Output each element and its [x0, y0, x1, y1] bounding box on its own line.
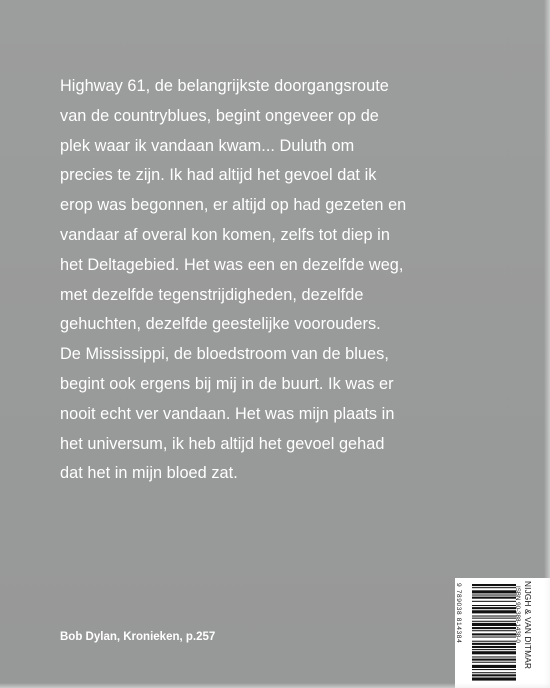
ean-digits: 9 789038 814384 — [455, 583, 462, 644]
page-edge-right — [544, 0, 550, 688]
barcode-bar — [472, 590, 516, 593]
barcode-bar — [472, 630, 516, 631]
quote-line: precies te zijn. Ik had altijd het gevoel dat ik — [60, 166, 377, 185]
barcode-bar — [472, 633, 516, 635]
barcode-bar — [472, 674, 516, 676]
quote-line: het Deltagebied. Het was een en dezelfde weg, — [60, 255, 404, 274]
barcode-bar — [472, 641, 516, 642]
quote-line: vandaar af overal kon komen, zelfs tot diep in — [60, 225, 390, 244]
barcode-bar — [472, 597, 516, 599]
barcode-bar — [472, 584, 516, 586]
barcode-bar — [472, 618, 516, 619]
page-edge-bottom — [0, 683, 550, 688]
barcode-bar — [472, 587, 516, 588]
barcode-bar — [472, 595, 516, 596]
quote-line: nooit echt ver vandaan. Het was mijn plaats in — [60, 404, 395, 423]
quote-line: met dezelfde tegenstrijdigheden, dezelfde — [60, 285, 364, 304]
quote-line: dat het in mijn bloed zat. — [60, 464, 238, 483]
barcode-bar — [472, 605, 516, 606]
quote-text — [60, 72, 510, 489]
barcode-bar — [472, 649, 516, 650]
barcode-bars — [455, 578, 550, 688]
quote-line: plek waar ik vandaan kwam... Duluth om — [60, 136, 355, 155]
barcode-bar — [472, 637, 516, 638]
isbn-number: ISBN 90-388-1438-0 — [514, 586, 521, 643]
quote-line: Highway 61, de belangrijkste doorgangsroute — [60, 77, 389, 95]
barcode-bar — [472, 646, 516, 648]
quote-line: De Mississippi, de bloedstroom van de blues, — [60, 345, 389, 364]
quote-attribution: Bob Dylan, Kronieken, p.257 — [60, 631, 216, 643]
isbn-barcode-label — [455, 578, 550, 688]
barcode-bar — [472, 607, 516, 609]
barcode-bar — [472, 610, 516, 613]
barcode-bar — [472, 665, 516, 668]
barcode-bar — [472, 656, 516, 657]
barcode-bar — [472, 623, 516, 626]
barcode-bar — [472, 677, 516, 680]
publisher-name: NIJGH & VAN DITMAR — [523, 581, 532, 670]
barcode-bar — [472, 669, 516, 670]
barcode-bar — [472, 651, 516, 654]
barcode-bar — [472, 643, 516, 645]
quote-line: gehuchten, dezelfde geestelijke voorouders. — [60, 315, 381, 334]
barcode-bar — [472, 672, 516, 673]
barcode-bar — [472, 601, 516, 602]
barcode-bar — [472, 621, 516, 622]
barcode-bar — [472, 616, 516, 617]
quote-line: het universum, ik heb altijd het gevoel gehad — [60, 434, 385, 453]
quote-line: erop was begonnen, er altijd op had gezeten en — [60, 196, 407, 215]
barcode-bar — [472, 627, 516, 629]
barcode-bar — [472, 662, 516, 663]
barcode-bar — [472, 659, 516, 661]
quote-line: begint ook ergens bij mij in de buurt. Ik was er — [60, 374, 394, 393]
quote-line: van de countryblues, begint ongeveer op de — [60, 106, 379, 125]
